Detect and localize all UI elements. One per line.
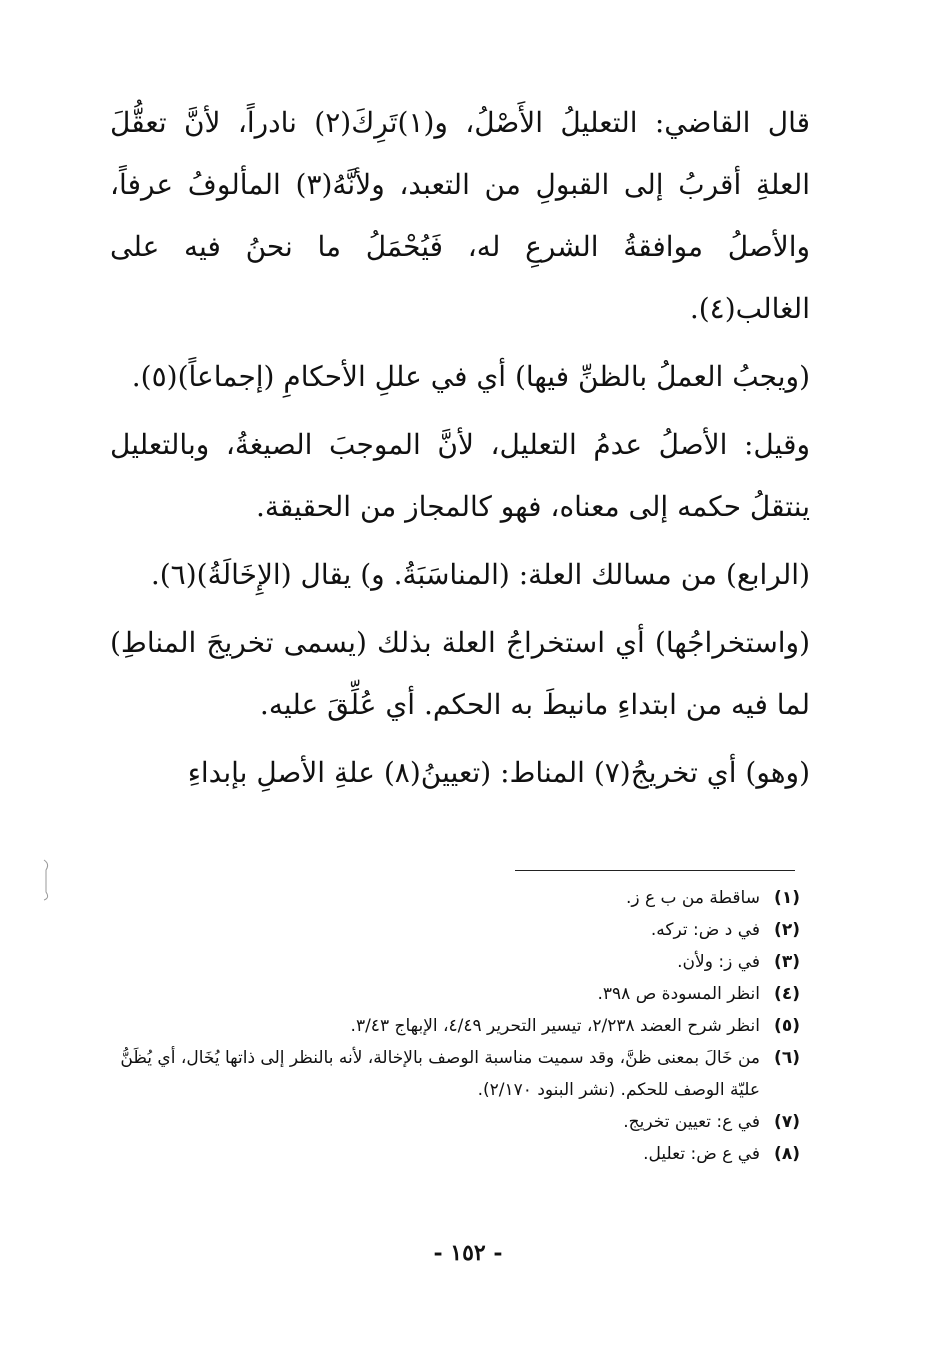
footnote-6: [110, 1042, 800, 1106]
footnote-number: (٧): [774, 1112, 800, 1132]
footnote-text: في د ض: تركه.: [650, 920, 760, 940]
footnote-8: [110, 1138, 800, 1170]
footnote-text: في ع: تعيين تخريج.: [623, 1112, 760, 1132]
footnote-divider: [515, 870, 795, 871]
margin-bracket-mark: [40, 858, 54, 902]
footnote-number: (٦): [774, 1048, 800, 1068]
footnote-number: (٢): [774, 920, 800, 940]
footnote-text: انظر شرح العضد ٢/٢٣٨، تيسير التحرير ٤/٤٩، الإبهاج ٣/٤٣.: [350, 1016, 760, 1036]
footnote-text: في ز: ولأن.: [677, 952, 760, 972]
paragraph-4: (الرابع) من مسالك العلة: (المناسَبَةُ. و) يقال (الإِخَالَةُ)(٦).: [150, 558, 810, 591]
paragraph-2: (ويجبُ العملُ بالظنِّ فيها) أي في عللِ الأحكامِ (إجماعاً)(٥).: [131, 360, 810, 393]
footnote-text: انظر المسودة ص ٣٩٨.: [597, 984, 760, 1004]
footnote-text: ساقطة من ب ع ز.: [625, 888, 760, 908]
footnote-number: (١): [774, 888, 800, 908]
footnote-number: (٣): [774, 952, 800, 972]
footnote-1: [110, 882, 800, 914]
footnote-4: [110, 978, 800, 1010]
page-number: - ١٥٢ -: [433, 1240, 503, 1266]
footnotes: [110, 882, 800, 1170]
paragraph-1: قال القاضي: التعليلُ الأَصْلُ، و(١)تَرِكَ(٢) نادراً، لأنَّ تعقُّلَ العلةِ أقربُ إلى القبولِ من التعبد، ولأنَّهُ(٣) المألوفُ عرفاً، والأصلُ موافقةُ الشرعِ له، فَيُحْمَلُ ما نحنُ فيه على الغالب(٤).: [110, 106, 811, 325]
footnote-5: [110, 1010, 800, 1042]
paragraph-3: وقيل: الأصلُ عدمُ التعليل، لأنَّ الموجبَ الصيغةُ، وبالتعليل ينتقلُ حكمه إلى معناه، فهو كالمجاز من الحقيقة.: [110, 428, 810, 523]
main-text: [110, 92, 810, 810]
footnote-number: (٥): [774, 1016, 800, 1036]
footnote-7: [110, 1106, 800, 1138]
paragraph-5: (واستخراجُها) أي استخراجُ العلة بذلك (يسمى تخريجَ المناطِ) لما فيه من ابتداءِ مانيطَ به الحكم. أي عُلِّقَ عليه.: [110, 626, 810, 721]
footnote-number: (٨): [774, 1144, 800, 1164]
footnote-text: من خَالَ بمعنى ظنَّ، وقد سميت مناسبة الوصف بالإخالة، لأنه بالنظر إلى ذاتها يُخَال، أي يُظَنُّ عليّة الوصف للحكم. (نشر البنود ٢/١٧٠).: [120, 1048, 760, 1100]
footnote-3: [110, 946, 800, 978]
footnote-2: [110, 914, 800, 946]
paragraph-6: (وهو) أي تخريجُ(٧) المناط: (تعيينُ(٨) علةِ الأصلِ بإبداءِ: [187, 756, 810, 789]
footnote-number: (٤): [774, 984, 800, 1004]
footnote-text: في ع ض: تعليل.: [643, 1144, 760, 1164]
